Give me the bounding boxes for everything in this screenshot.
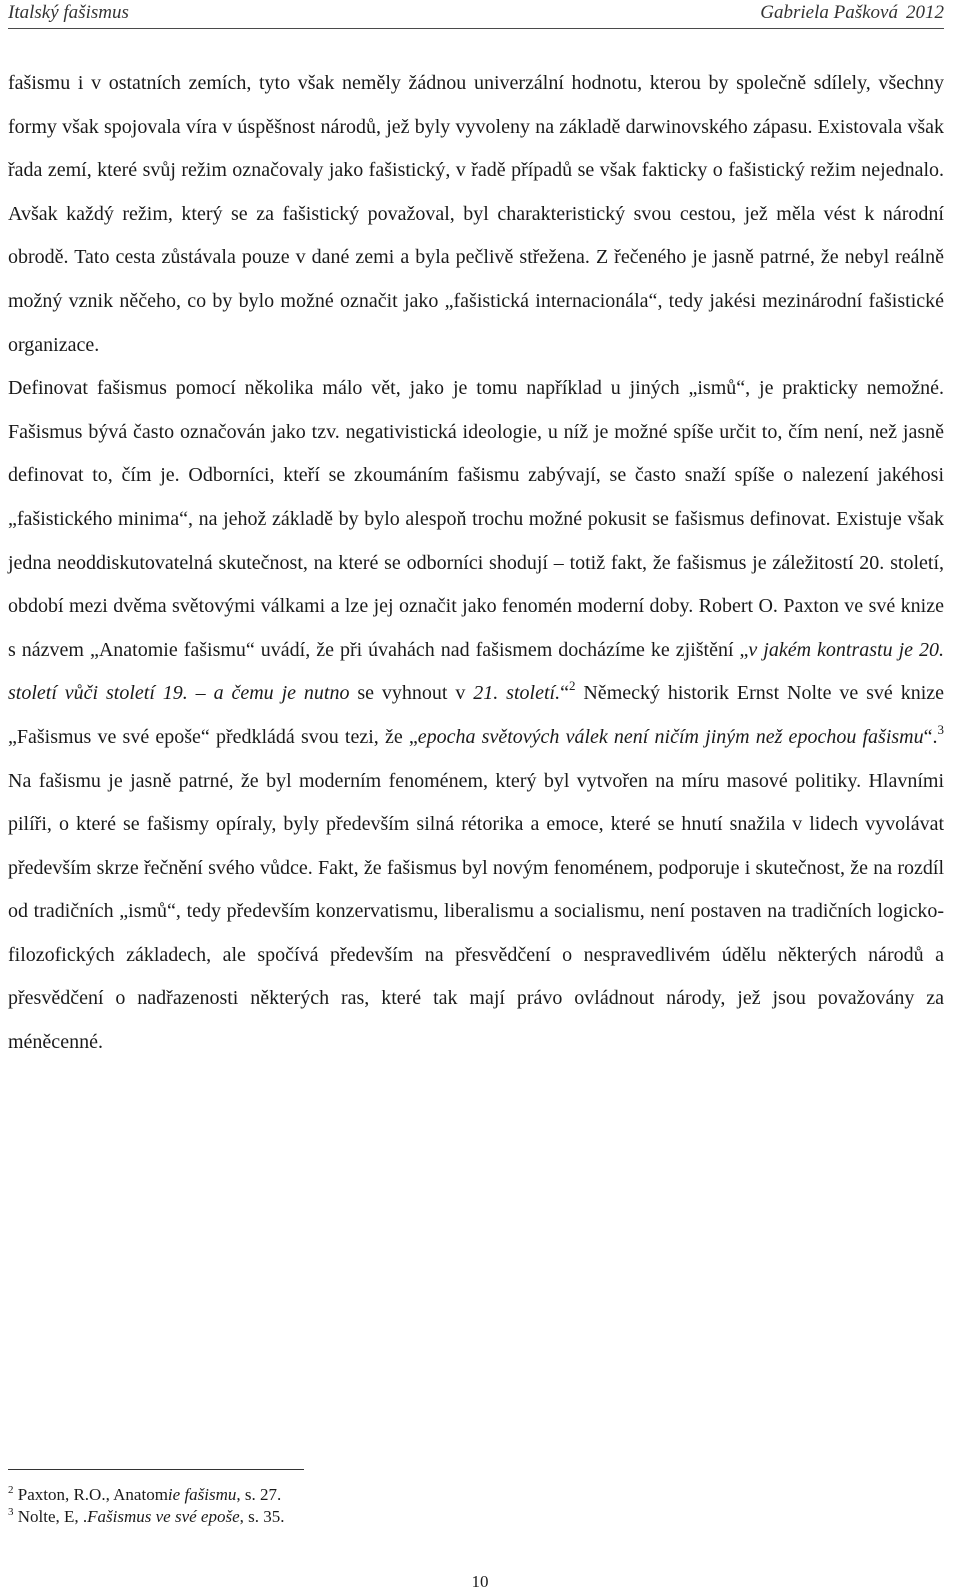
footnote-number: 2 [8, 1484, 14, 1496]
text-run: Definovat fašismus pomocí několika málo vět, jako je tomu například u jiných „ismů“, je prakticky nemožné. Fašismus bývá často označován jako tzv. negativistická ideologie, u níž je možné spíše určit to, čím není, než jasně definovat to, čím je. Odborníci, kteří se zkoumáním fašismu zabývají, se často snaží spíše o nalezení jakéhosi „fašistického minima“, na jehož základě by bylo alespoň trochu možné pokusit se fašismus definovat. Existuje však jedna neoddiskutovatelná skutečnost, na které se odborníci shodují – totiž fakt, že fašismus je záležitostí 20. století, období mezi dvěma světovými válkami a lze jej označit jako fenomén moderní doby. Robert O. Paxton ve své knize s názvem „Anatomie fašismu“ uvádí, že při úvahách nad fašismem docházíme ke zjištění „ [8, 377, 944, 661]
text-run: “. [923, 725, 938, 748]
paragraph-1: fašismu i v ostatních zemích, tyto však neměly žádnou univerzální hodnotu, kterou by společně sdílely, všechny formy však spojovala víra v úspěšnost národů, jež byly vyvoleny na základě darwinovského zápasu. Existovala však řada zemí, které svůj režim označovaly jako fašistický, v řadě případů se však fakticky o fašistický režim nejednalo. Avšak každý režim, který se za fašistický považoval, byl charakteristický svou cestou, jež měla vést k národní obrodě. Tato cesta zůstávala pouze v dané zemi a byla pečlivě střežena. Z řečeného je jasně patrné, že nebyl reálně možný vznik něčeho, co by bylo možné označit jako „fašistická internacionála“, tedy jakési mezinárodní fašistické organizace. [8, 72, 944, 356]
text-run: Německý historik Ernst Nolte ve své knize „Fašismus ve své epoše“ předkládá svou tezi, že „ [8, 682, 944, 748]
header-author-year [752, 2, 944, 24]
footnote-text: Nolte, E, . [13, 1507, 88, 1526]
text-run: Na fašismu je jasně patrné, že byl moderním fenoménem, který byl vytvořen na míru masové politiky. Hlavními pilíři, o které se fašismy opíraly, byly především silná rétorika a emoce, které se hnutí snažila v lidech vyvolávat především skrze řečnění svého vůdce. Fakt, že fašismus byl novým fenoménem, podporuje i skutečnost, že na rozdíl od tradičních „ismů“, tedy především konzervatismu, liberalismu a socialismu, není postaven na tradičních logicko-filozofických základech, ale spočívá především na přesvědčení o nespravedlivém údělu některých národů a přesvědčení o nadřazenosti některých ras, které tak mají právo ovládnout národy, jež jsou považovány za méněcenné. [8, 769, 944, 1054]
footnote-text: , s. 27. [236, 1485, 282, 1504]
footnote-2 [8, 1484, 285, 1506]
italic-quote: epocha světových válek není ničím jiným než epochou fašismu [417, 725, 924, 748]
footnote-ref-2[interactable]: 2 [568, 678, 576, 694]
footnote-title: ie fašismu [167, 1485, 237, 1504]
text-run: “ [560, 682, 569, 705]
body-text [8, 62, 944, 1065]
footnote-title: Fašismus ve své epoše [87, 1507, 240, 1526]
footnote-text: , s. 35. [239, 1507, 285, 1526]
footnote-text: Paxton, R.O., Anatom [13, 1485, 168, 1504]
paragraph-2 [8, 367, 944, 1065]
header-author: Gabriela Pašková [760, 2, 898, 23]
text-run: se vyhnout v [349, 682, 474, 705]
page-header [8, 0, 944, 29]
footnote-separator [8, 1469, 304, 1470]
header-year: 2012 [906, 2, 944, 23]
footnotes [8, 1484, 285, 1528]
footnote-ref-3[interactable]: 3 [937, 721, 944, 737]
footnote-number: 3 [8, 1506, 14, 1518]
italic-quote: 21. století. [473, 682, 561, 705]
footnote-3 [8, 1506, 285, 1528]
italic-quote: v jakém kontrastu je 20. století vůči století 19. – a čemu je nutno [8, 638, 944, 705]
header-title: Italský fašismus [8, 2, 129, 23]
page-number: 10 [471, 1572, 489, 1591]
